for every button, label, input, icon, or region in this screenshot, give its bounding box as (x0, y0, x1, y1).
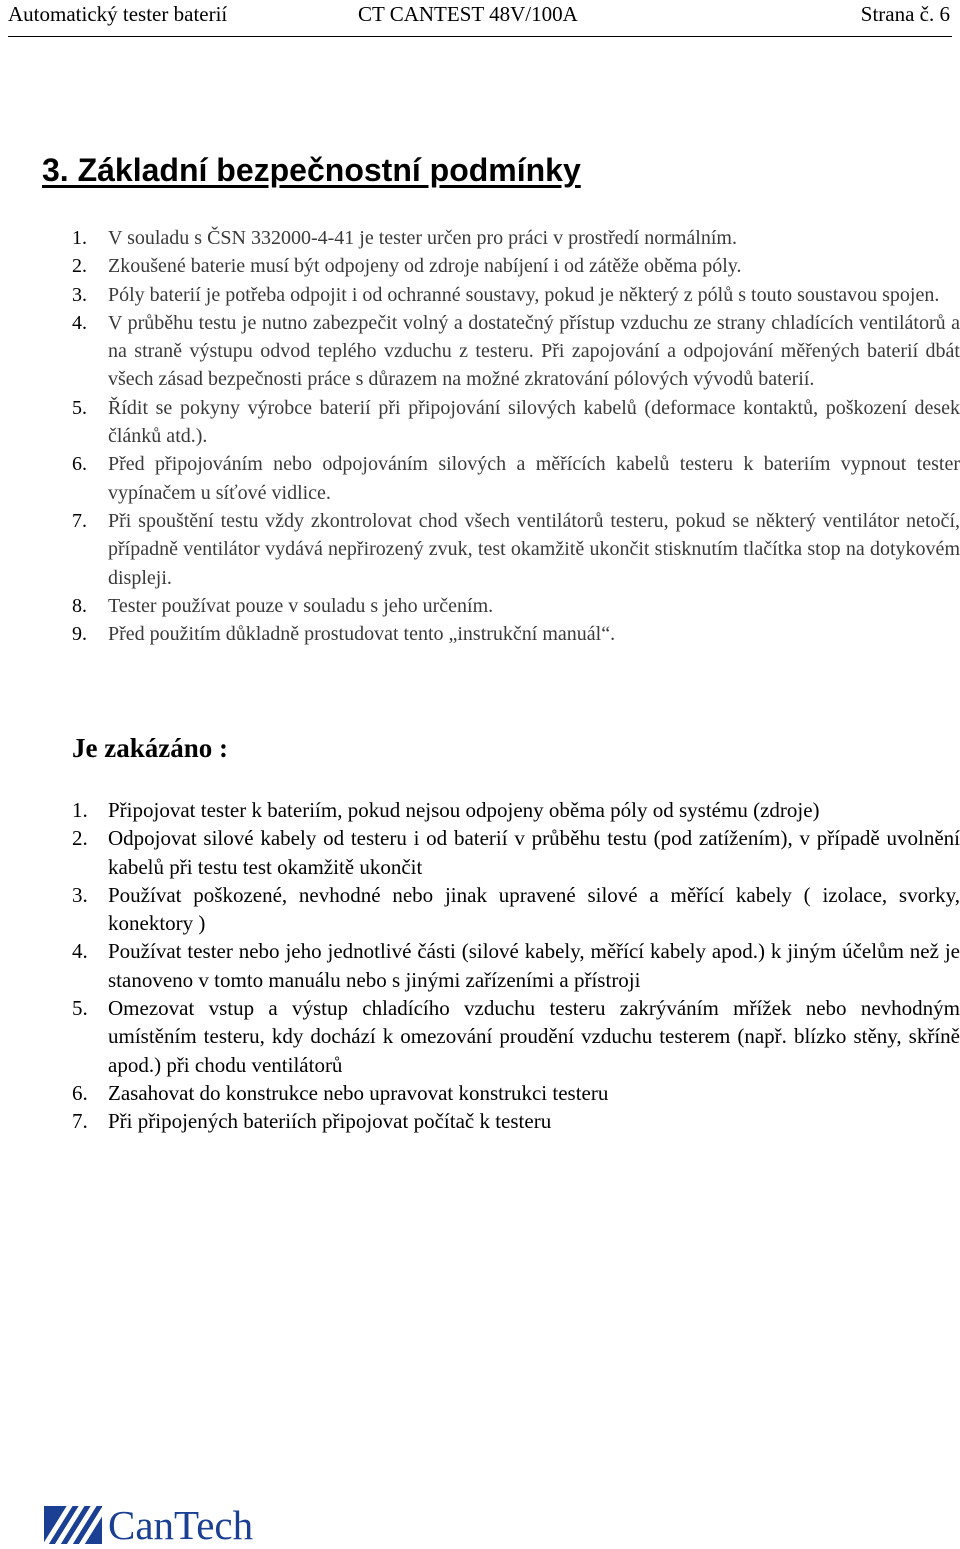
header-document-title: Automatický tester baterií (8, 2, 228, 26)
list-item-text: Zkoušené baterie musí být odpojeny od zdroje nabíjení i od zátěže oběma póly. (108, 255, 742, 278)
list-item-number: 9. (72, 623, 87, 646)
list-item-number: 1. (72, 798, 88, 822)
list-item-text: Používat tester nebo jeho jednotlivé části (silové kabely, měřící kabely apod.) k jiným účelům než je stanoveno v tomto manuálu nebo s jinými zařízeními a přístroji (108, 939, 960, 992)
logo-text: CanTech (108, 1502, 254, 1548)
list-item-text: Tester používat pouze v souladu s jeho určením. (108, 594, 494, 617)
list-item-text: Používat poškozené, nevhodné nebo jinak upravené silové a měřící kabely ( izolace, svorky, konektory ) (108, 882, 960, 936)
list-item (72, 1107, 960, 1135)
list-item-number: 1. (72, 227, 87, 249)
list-item-number: 8. (72, 594, 87, 617)
list-item (72, 824, 960, 881)
list-item-text: Před použitím důkladně prostudovat tento „instrukční manuál“. (108, 623, 616, 646)
forbidden-list (72, 796, 960, 1136)
list-item (72, 252, 960, 280)
list-item-number: 7. (72, 509, 87, 532)
list-item-number: 7. (72, 1109, 88, 1134)
list-item (72, 450, 960, 507)
list-item-number: 5. (72, 996, 88, 1021)
list-item (72, 881, 960, 938)
list-item-text: Zasahovat do konstrukce nebo upravovat konstrukci testeru (108, 1080, 609, 1105)
list-item (72, 309, 960, 394)
list-item-number: 2. (72, 255, 87, 278)
list-item-text: Póly baterií je potřeba odpojit i od ochranné soustavy, pokud je některý z pólů s touto soustavou spojen. (108, 283, 940, 306)
list-item (72, 224, 960, 252)
list-item-text: V souladu s ČSN 332000-4-41 je tester určen pro práci v prostředí normálním. (108, 227, 737, 249)
safety-conditions-list (72, 224, 960, 648)
forbidden-title: Je zakázáno : (72, 733, 228, 763)
header-page-number: Strana č. 6 (860, 2, 950, 26)
page-header (8, 0, 952, 37)
list-item-number: 4. (72, 311, 87, 334)
cantech-logo-mark-icon (44, 1506, 102, 1544)
list-item (72, 507, 960, 592)
list-item-text: Před připojováním nebo odpojováním silových a měřících kabelů testeru k bateriím vypnout tester vypínačem u síťové vidlice. (108, 453, 960, 504)
list-item-number: 3. (72, 283, 87, 306)
list-item (72, 620, 960, 648)
list-item-number: 3. (72, 882, 88, 907)
list-item-text: Omezovat vstup a výstup chladícího vzduchu testeru zakrýváním mřížek nebo nevhodným umístěním testeru, kdy dochází k omezování proudění vzduchu testerem (např. blízko stěny, skříně apod.) při chodu ventilátorů (108, 996, 960, 1077)
list-item (72, 937, 960, 994)
list-item-text: Při spouštění testu vždy zkontrolovat chod všech ventilátorů testeru, pokud se některý ventilátor netočí, případně ventilátor vydává nepřirozený zvuk, test okamžitě ukončit stisknutím tlačítka stop na dotykovém displeji. (108, 509, 960, 589)
list-item-number: 6. (72, 1080, 88, 1105)
list-item-text: Řídit se pokyny výrobce baterií při připojování silových kabelů (deformace kontaktů, poškození desek článků atd.). (108, 396, 960, 448)
list-item-number: 5. (72, 396, 87, 419)
list-item-number: 2. (72, 826, 88, 851)
list-item (72, 592, 960, 620)
list-item-text: V průběhu testu je nutno zabezpečit volný a dostatečný přístup vzduchu ze strany chladících ventilátorů a na straně výstupu odvod teplého vzduchu z testeru. Při zapojování a odpojování měřených baterií dbát všech zásad bezpečnosti práce s důrazem na možné zkratování pólových vývodů baterií. (108, 311, 960, 391)
list-item-text: Připojovat tester k bateriím, pokud nejsou odpojeny oběma póly od systému (zdroje) (108, 798, 820, 822)
list-item (72, 394, 960, 451)
list-item (72, 796, 960, 824)
list-item (72, 1079, 960, 1107)
list-item (72, 281, 960, 309)
header-product-name: CT CANTEST 48V/100A (358, 2, 578, 26)
section-title: 3. Základní bezpečnostní podmínky (42, 152, 581, 188)
list-item-text: Při připojených bateriích připojovat počítač k testeru (108, 1109, 552, 1134)
list-item-text: Odpojovat silové kabely od testeru i od baterií v průběhu testu (pod zatížením), v případě uvolnění kabelů při testu test okamžitě ukončit (108, 826, 960, 879)
list-item (72, 994, 960, 1079)
list-item-number: 6. (72, 453, 87, 476)
list-item-number: 4. (72, 939, 88, 964)
